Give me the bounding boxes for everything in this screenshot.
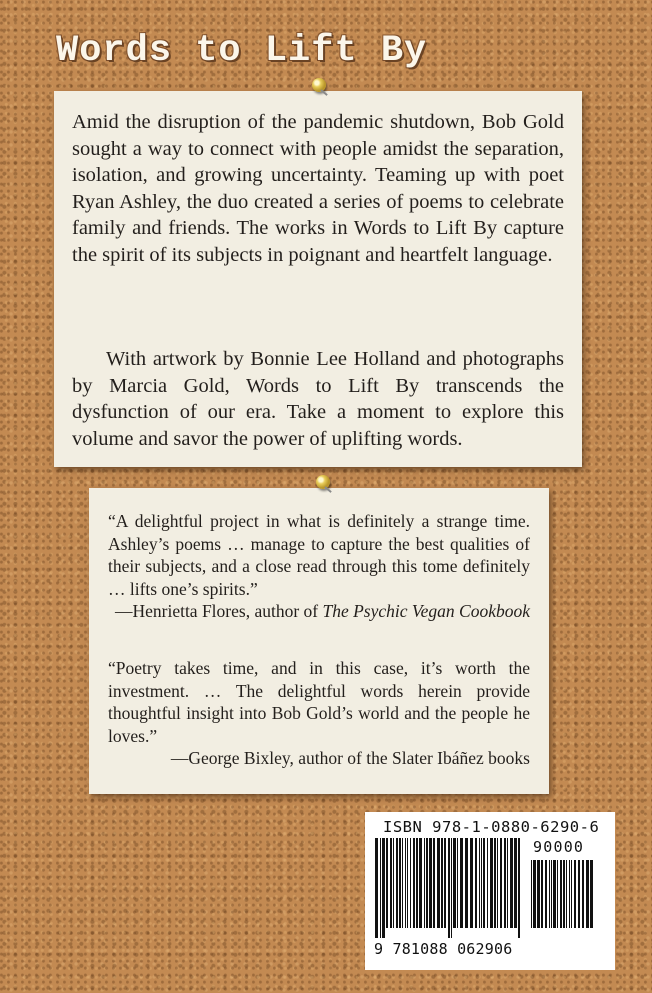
barcode-bar — [457, 838, 458, 928]
barcode-bar — [410, 838, 411, 928]
barcode-bar — [426, 838, 428, 928]
barcode-bar — [416, 838, 418, 928]
barcode-bar — [465, 838, 468, 928]
ean13-barcode — [373, 838, 525, 938]
barcode-bar — [541, 860, 543, 928]
barcode-bar — [390, 838, 392, 928]
blurb-paragraph-1: Amid the disruption of the pandemic shutdown, Bob Gold sought a way to connect with people amidst the separation, isolation, and growing uncertainty. Teaming up with poet Ryan Ashley, the duo created a series of poems to celebrate family and friends. The works in Words to Lift By capture the spirit of its subjects in poignant and heartfelt language. — [72, 111, 564, 266]
isbn-label: ISBN 978-1-0880-6290-6 — [383, 818, 600, 836]
barcode-bar — [487, 838, 488, 928]
book-title: Words to Lift By — [56, 30, 428, 72]
barcode-bar — [566, 860, 567, 928]
barcode-bar — [433, 838, 435, 928]
barcode-bar — [475, 838, 477, 928]
barcode-bar — [441, 838, 443, 928]
barcode-bar — [419, 838, 422, 928]
barcode-bar — [444, 838, 446, 928]
barcode-bar — [413, 838, 415, 928]
barcode-bar — [429, 838, 432, 928]
barcode-bar — [481, 838, 482, 928]
barcode-bar — [586, 860, 589, 928]
barcode-bar — [510, 838, 513, 928]
barcode-bar — [470, 838, 473, 928]
barcode-bar — [399, 838, 401, 928]
barcode-bar — [405, 838, 406, 928]
barcode-bar — [424, 838, 425, 928]
barcode-bar — [451, 838, 452, 938]
barcode-bar — [396, 838, 398, 928]
barcode-bar — [549, 860, 550, 928]
barcode-bar — [393, 838, 394, 928]
review-attribution: —George Bixley, author of the Slater Ibáñez books — [170, 748, 530, 768]
price-addon-digits: 90000 — [533, 838, 585, 856]
barcode-bar — [553, 860, 556, 928]
barcode-bar — [557, 860, 558, 928]
review-attribution — [108, 600, 530, 623]
barcode-bar — [560, 860, 562, 928]
push-pin-icon — [312, 78, 326, 92]
barcode-bar — [569, 860, 570, 928]
review-quote: “Poetry takes time, and in this case, it’s worth the investment. … The delightful words herein provide thoughtful insight into Bob Gold’s world and the people he loves.” — [108, 658, 530, 746]
reviewer-name: —Henrietta Flores, author of — [114, 601, 319, 621]
review-2 — [108, 657, 530, 770]
barcode-bar — [531, 860, 532, 928]
barcode-bar — [497, 838, 498, 928]
review-quote: “A delightful project in what is definitely a strange time. Ashley’s poems … manage to capture the best qualities of their subjects, and a close read through this tome definitely … lifts one’s spirits.” — [108, 511, 530, 599]
barcode-bar — [507, 838, 508, 928]
barcode-bar — [380, 838, 381, 938]
barcode-bar — [571, 860, 572, 928]
barcode-bar — [518, 838, 520, 938]
barcode-bar — [483, 838, 485, 928]
barcode-bar — [453, 838, 456, 928]
barcode-bar — [479, 838, 480, 928]
barcode-bar — [448, 838, 450, 938]
barcode-bar — [407, 838, 408, 928]
barcode-bar — [545, 860, 547, 928]
barcode-bar — [504, 838, 506, 928]
barcode-bar — [437, 838, 440, 928]
barcode-bar — [494, 838, 496, 928]
barcode-bar — [386, 838, 388, 928]
barcode-bar — [500, 838, 502, 928]
barcode-bar — [375, 838, 378, 938]
barcode-bar — [460, 838, 463, 928]
barcode-bar — [551, 860, 552, 928]
barcode-bar — [563, 860, 565, 928]
barcode-bar — [514, 838, 517, 928]
blurb-paragraph-2: With artwork by Bonnie Lee Holland and photographs by Marcia Gold, Words to Lift By transcends the dysfunction of our era. Take a moment to explore this volume and savor the power of uplifting words. — [72, 348, 564, 450]
barcode-bar — [574, 860, 576, 928]
review-1 — [108, 510, 530, 623]
barcode-bar — [382, 838, 385, 938]
barcode-bar — [578, 860, 580, 928]
barcode-digits: 9 781088 062906 — [374, 940, 513, 958]
barcode-bar — [590, 860, 593, 928]
price-addon-barcode — [529, 860, 595, 938]
barcode-bar — [402, 838, 403, 928]
push-pin-icon — [316, 475, 330, 489]
barcode-bar — [490, 838, 493, 928]
reviewer-book-title: The Psychic Vegan Cookbook — [322, 601, 530, 621]
barcode-bar — [533, 860, 536, 928]
barcode-bar — [537, 860, 540, 928]
barcode-bar — [582, 860, 584, 928]
